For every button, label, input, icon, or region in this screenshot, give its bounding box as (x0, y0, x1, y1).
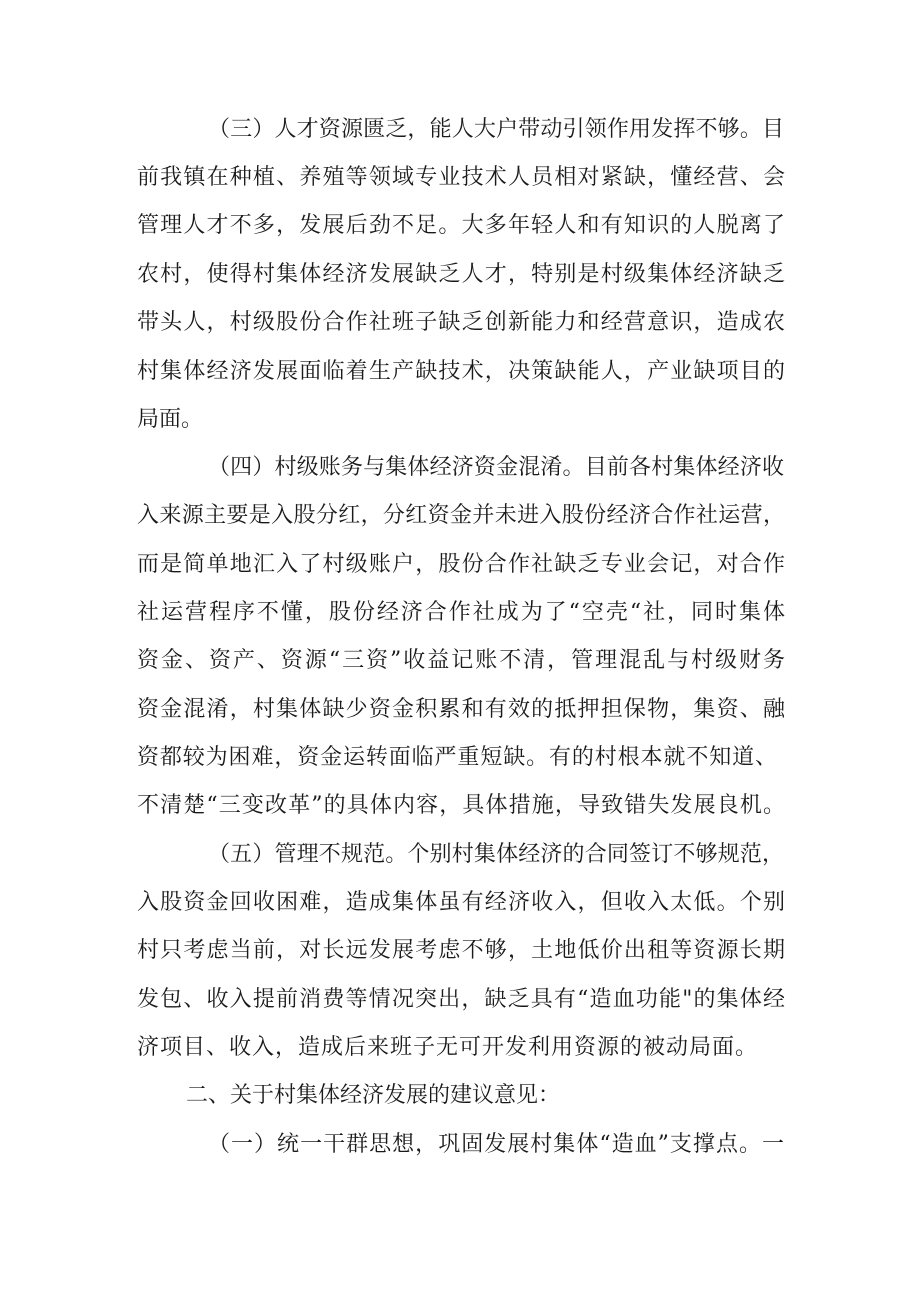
text-line: 入股资金回收困难，造成集体虽有经济收入，但收入太低。个别 (137, 890, 785, 915)
text-line: 不清楚“三变改革”的具体内容，具体措施，导致错失发展良机。 (137, 793, 785, 818)
text-line: （五）管理不规范。个别村集体经济的合同签订不够规范， (208, 842, 784, 867)
text-line: 济项目、收入，造成后来班子无可开发利用资源的被动局面。 (137, 1035, 757, 1060)
text-line: 前我镇在种植、养殖等领域专业技术人员相对紧缺，懂经营、会 (137, 165, 785, 190)
text-line: （一）统一干群思想，巩固发展村集体“造血”支撑点。一 (208, 1132, 784, 1157)
text-line: 而是简单地汇入了村级账户，股份合作社缺乏专业会记，对合作 (137, 552, 785, 577)
text-line: 资金、资产、资源“三资”收益记账不清，管理混乱与村级财务 (137, 648, 785, 673)
text-line: 资金混淆，村集体缺少资金积累和有效的抵押担保物，集资、融 (137, 697, 785, 722)
text-line: 局面。 (137, 407, 204, 432)
text-line: 村只考虑当前，对长远发展考虑不够，土地低价出租等资源长期 (137, 938, 785, 963)
text-line: 管理人才不多，发展后劲不足。大多年轻人和有知识的人脱离了 (137, 213, 785, 238)
text-line: 村集体经济发展面临着生产缺技术，决策缺能人，产业缺项目的 (137, 359, 785, 384)
text-line: （四）村级账务与集体经济资金混淆。目前各村集体经济收 (208, 455, 784, 480)
text-line: （三）人才资源匮乏，能人大户带动引领作用发挥不够。目 (208, 117, 784, 142)
section-heading: 二、关于村集体经济发展的建议意见： (186, 1083, 561, 1108)
text-line: 社运营程序不懂，股份经济合作社成为了“空壳“社，同时集体 (137, 600, 785, 625)
text-line: 发包、收入提前消费等情况突出，缺乏具有“造血功能"的集体经 (137, 987, 785, 1012)
text-line: 资都较为困难，资金运转面临严重短缺。有的村根本就不知道、 (137, 745, 777, 770)
text-line: 农村，使得村集体经济发展缺乏人才，特别是村级集体经济缺乏 (137, 262, 785, 287)
text-line: 带头人，村级股份合作社班子缺乏创新能力和经营意识，造成农 (137, 310, 785, 335)
text-line: 入来源主要是入股分红，分红资金并未进入股份经济合作社运营， (137, 503, 785, 528)
